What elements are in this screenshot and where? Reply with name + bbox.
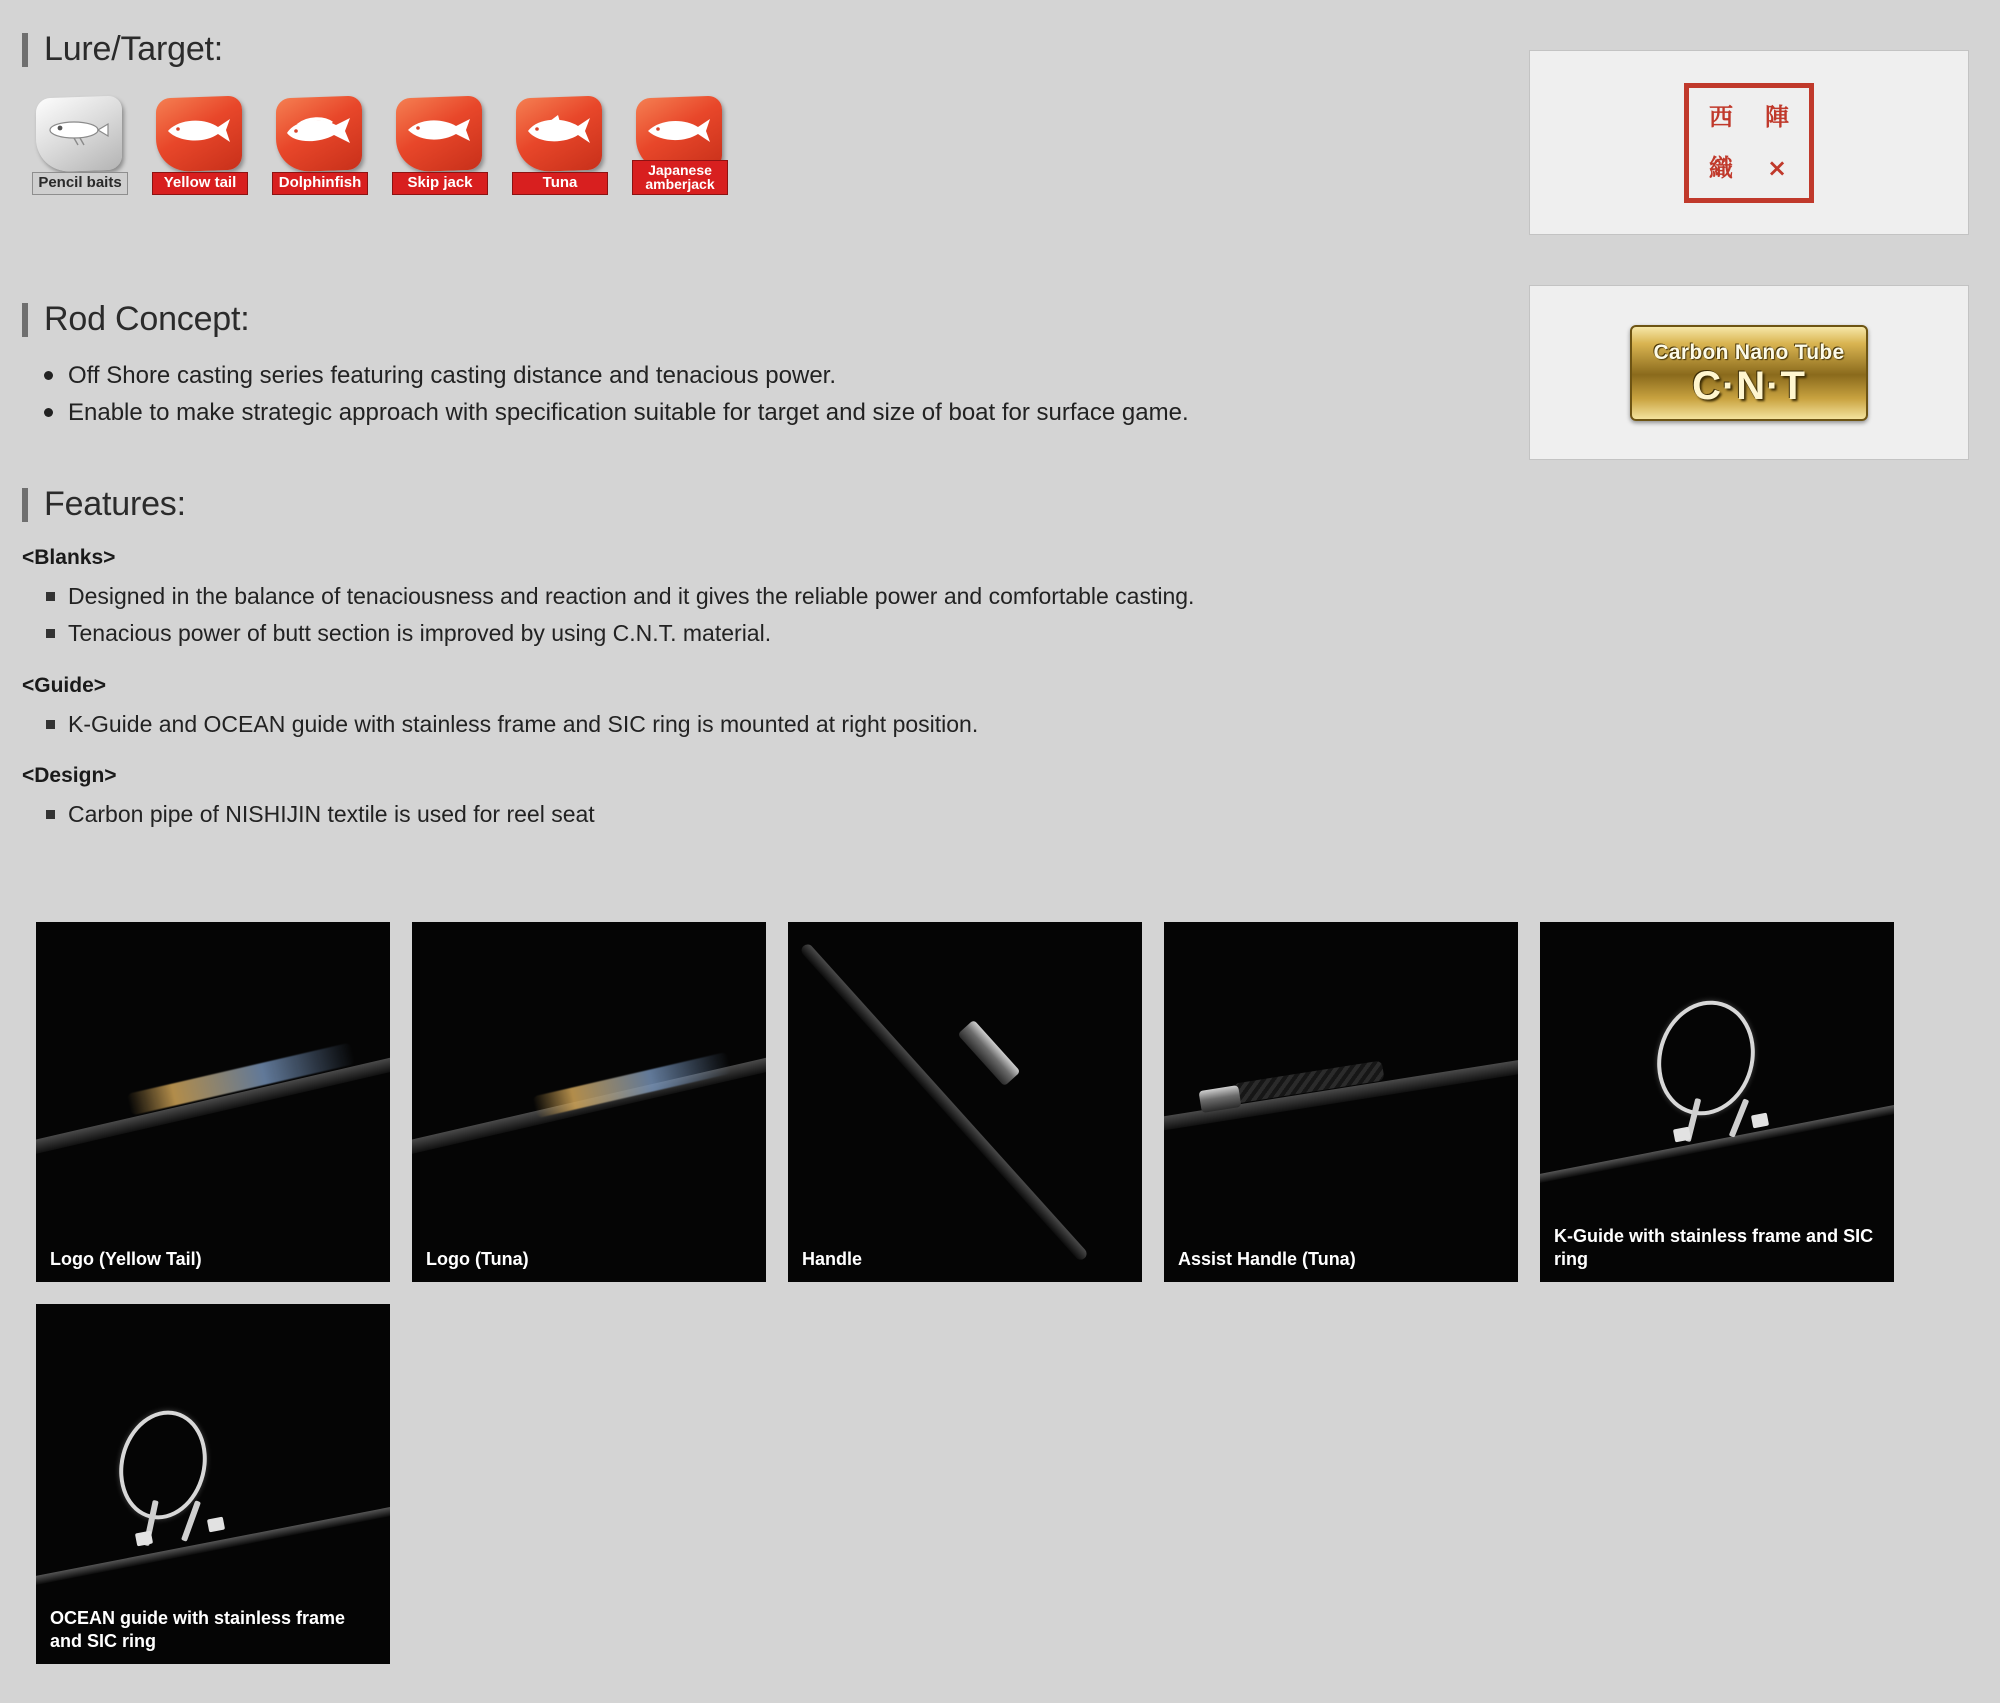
features-group-title-design: <Design> xyxy=(22,764,117,788)
photo-caption: OCEAN guide with stainless frame and SIC ring xyxy=(50,1608,346,1651)
list-item: K-Guide and OCEAN guide with stainless frame and SIC ring is mounted at right position. xyxy=(22,706,1472,743)
nishijin-logo-box xyxy=(1529,50,1969,235)
photo-logo-yellow-tail[interactable] xyxy=(36,922,390,1282)
lure-target-heading-text: Lure/Target: xyxy=(44,30,224,68)
target-icon-tuna xyxy=(512,95,608,195)
fish-badge-icon xyxy=(152,95,248,173)
cnt-top-label: Carbon Nano Tube xyxy=(1653,340,1845,364)
photo-caption: Logo (Yellow Tail) xyxy=(50,1248,202,1269)
guide-ring-icon xyxy=(108,1401,218,1529)
rod-concept-heading xyxy=(22,300,1472,339)
target-icon-label: Pencil baits xyxy=(32,172,128,195)
features-section xyxy=(22,485,1472,833)
fish-badge-icon xyxy=(392,95,488,173)
features-list-guide xyxy=(22,706,1472,743)
list-item: Tenacious power of butt section is improved by using C.N.T. material. xyxy=(22,615,1472,652)
heading-accent-bar xyxy=(22,488,28,522)
target-icon-skip-jack xyxy=(392,95,488,195)
features-list-blanks xyxy=(22,578,1472,652)
lure-badge-icon xyxy=(32,95,128,173)
list-item: Off Shore casting series featuring casting distance and tenacious power. xyxy=(22,357,1472,394)
photo-caption: K-Guide with stainless frame and SIC ring xyxy=(1554,1226,1874,1269)
nishijin-seal-icon xyxy=(1684,83,1814,203)
target-icon-japanese-amberjack xyxy=(632,95,728,195)
amberjack-fish-icon xyxy=(644,113,712,147)
target-icon-dolphinfish xyxy=(272,95,368,195)
fish-badge-icon xyxy=(272,95,368,173)
photo-assist-handle-tuna[interactable] xyxy=(1164,922,1518,1282)
target-icon-label: Skip jack xyxy=(392,172,488,195)
photo-row xyxy=(36,922,1976,1282)
photo-row xyxy=(36,1304,1976,1664)
features-group-title-blanks: <Blanks> xyxy=(22,546,116,569)
seal-char-2: 陣 xyxy=(1765,103,1789,131)
photo-handle[interactable] xyxy=(788,922,1142,1282)
list-item: Carbon pipe of NISHIJIN textile is used for reel seat xyxy=(22,796,1472,833)
features-heading-text: Features: xyxy=(44,485,186,523)
photo-caption: Logo (Tuna) xyxy=(426,1248,529,1269)
target-icon-pencil-baits xyxy=(32,95,128,195)
rod-concept-heading-text: Rod Concept: xyxy=(44,300,250,338)
seal-char-1: 西 xyxy=(1709,103,1733,131)
tuna-fish-icon xyxy=(524,113,592,147)
thread-wrap-graphic xyxy=(135,1531,153,1547)
lure-target-section xyxy=(22,30,1472,195)
thread-wrap-graphic xyxy=(207,1517,225,1533)
rod-blank-graphic xyxy=(799,942,1089,1262)
photo-ocean-guide[interactable] xyxy=(36,1304,390,1664)
target-icon-yellow-tail xyxy=(152,95,248,195)
heading-accent-bar xyxy=(22,303,28,337)
photo-caption: Assist Handle (Tuna) xyxy=(1178,1248,1356,1269)
cnt-main-label: C·N·T xyxy=(1692,363,1806,408)
rod-concept-section xyxy=(22,300,1472,431)
target-icon-row xyxy=(22,95,1472,195)
yellowtail-fish-icon xyxy=(164,113,232,147)
cnt-badge-icon xyxy=(1630,325,1868,421)
cnt-logo-box xyxy=(1529,285,1969,460)
target-icon-label: Dolphinfish xyxy=(272,172,368,195)
features-heading xyxy=(22,485,1472,524)
photo-logo-tuna[interactable] xyxy=(412,922,766,1282)
target-icon-label: Yellow tail xyxy=(152,172,248,195)
features-group-title-guide: <Guide> xyxy=(22,673,107,697)
photo-gallery xyxy=(36,922,1976,1686)
target-icon-label: Japanese amberjack xyxy=(632,160,728,195)
photo-caption: Handle xyxy=(802,1248,863,1269)
features-list-design xyxy=(22,796,1472,833)
list-item: Designed in the balance of tenaciousness and reaction and it gives the reliable power and comfortable casting. xyxy=(22,578,1472,615)
rod-concept-list xyxy=(22,357,1472,431)
photo-k-guide[interactable] xyxy=(1540,922,1894,1282)
list-item: Enable to make strategic approach with specification suitable for target and size of boat for surface game. xyxy=(22,394,1472,431)
guide-ring-icon xyxy=(1644,989,1768,1127)
guide-leg-graphic xyxy=(1729,1098,1750,1137)
seal-char-4: × xyxy=(1766,154,1788,182)
seal-char-3: 織 xyxy=(1709,154,1733,182)
pencil-bait-icon xyxy=(44,113,112,147)
heading-accent-bar xyxy=(22,33,28,67)
skipjack-fish-icon xyxy=(404,113,472,147)
rod-blank-graphic xyxy=(36,1499,390,1588)
thread-wrap-graphic xyxy=(1751,1113,1769,1129)
fish-badge-icon xyxy=(512,95,608,173)
lure-target-heading xyxy=(22,30,1472,69)
dolphinfish-icon xyxy=(284,113,352,147)
target-icon-label: Tuna xyxy=(512,172,608,195)
reel-seat-graphic xyxy=(957,1020,1020,1087)
